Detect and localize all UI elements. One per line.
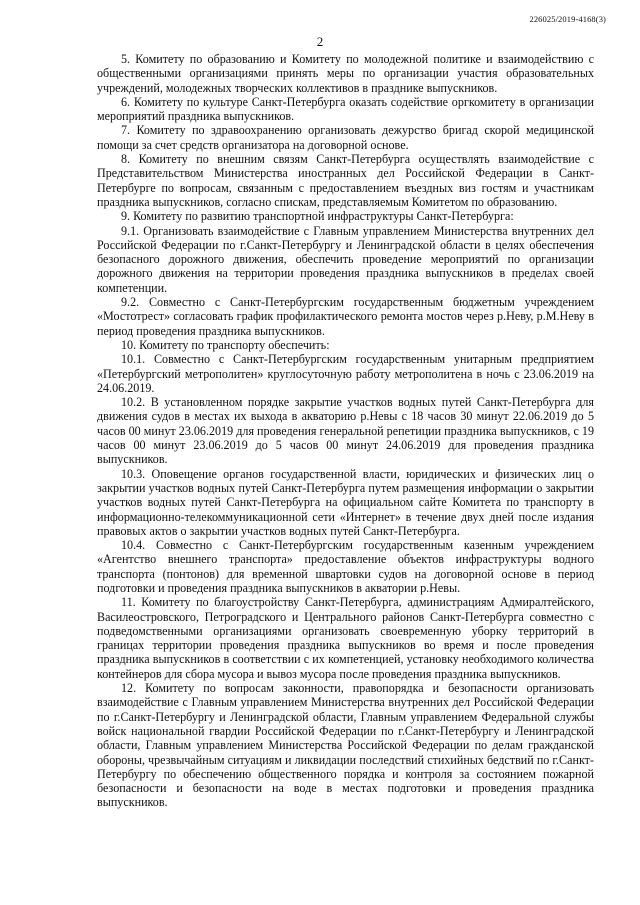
paragraph-8: 8. Комитету по внешним связям Санкт-Петербурга осуществлять взаимодействие с Представительством Министерства иностранных дел Российской Федерации в Санкт-Петербурге по вопросам, связанным с предоставлением въездных виз гостям и участникам праздника выпускников, согласно спискам, представляемым Комитетом по образованию. [97, 152, 594, 209]
document-body [97, 52, 594, 810]
paragraph-10-3: 10.3. Оповещение органов государственной власти, юридических и физических лиц о закрытии участков водных путей Санкт-Петербурга путем размещения информации о закрытии участков водных путей Санкт-Петербурга на официальном сайте Комитета по транспорту в информационно-телекоммуникационной сети «Интернет» в течение двух дней после издания правовых актов о закрытии участков водных путей Санкт-Петербурга. [97, 466, 594, 538]
paragraph-10-2: 10.2. В установленном порядке закрытие участков водных путей Санкт-Петербурга для движения судов в местах их выхода в акваторию р.Невы с 18 часов 30 минут 22.06.2019 до 5 часов 00 минут 23.06.2019 для проведения генеральной репетиции праздника выпускников, с 19 часов 00 минут 23.06.2019 до 5 часов 00 минут 24.06.2019 для проведения праздника выпускников. [97, 395, 594, 467]
paragraph-12: 12. Комитету по вопросам законности, правопорядка и безопасности организовать взаимодействие с Главным управлением Министерства внутренних дел Российской Федерации по г.Санкт-Петербургу и Ленинградской области, Главным управлением Федеральной службы войск национальной гвардии Российской Федерации по г.Санкт-Петербургу и Ленинградской области, Главным управлением Министерства Российской Федерации по делам гражданской обороны, чрезвычайным ситуациям и ликвидации последствий стихийных бедствий по г.Санкт-Петербургу по обеспечению общественного порядка и контроля за состоянием пожарной безопасности и безопасности на воде в местах подготовки и проведения праздника выпускников. [97, 681, 594, 810]
paragraph-10-1: 10.1. Совместно с Санкт-Петербургским государственным унитарным предприятием «Петербургский метрополитен» круглосуточную работу метрополитена в ночь с 23.06.2019 на 24.06.2019. [97, 352, 594, 395]
paragraph-9-1: 9.1. Организовать взаимодействие с Главным управлением Министерства внутренних дел Российской Федерации по г.Санкт-Петербургу и Ленинградской области в целях обеспечения безопасного дорожного движения, обеспечить проведение мероприятий по организации дорожного движения на территории проведения праздника выпускников в пределах своей компетенции. [97, 223, 594, 295]
paragraph-9: 9. Комитету по развитию транспортной инфраструктуры Санкт-Петербурга: [121, 209, 514, 224]
paragraph-5: 5. Комитету по образованию и Комитету по молодежной политике и взаимодействию с общественными организациями принять меры по организации участия образовательных учреждений, молодежных творческих коллективов в празднике выпускников. [97, 52, 594, 95]
paragraph-6: 6. Комитету по культуре Санкт-Петербурга оказать содействие оргкомитету в организации мероприятий праздника выпускников. [97, 94, 594, 124]
paragraph-10: 10. Комитету по транспорту обеспечить: [121, 337, 330, 352]
paragraph-10-4: 10.4. Совместно с Санкт-Петербургским государственным казенным учреждением «Агентство внешнего транспорта» предоставление объектов инфраструктуры водного транспорта (понтонов) для временной швартовки судов на договорной основе в период подготовки и проведения праздника выпускников в акватории р.Невы. [97, 538, 594, 595]
document-id: 226025/2019-4168(3) [529, 14, 606, 24]
page-number: 2 [316, 34, 324, 49]
paragraph-7: 7. Комитету по здравоохранению организовать дежурство бригад скорой медицинской помощи за счет средств организатора на договорной основе. [97, 123, 594, 152]
paragraph-9-2: 9.2. Совместно с Санкт-Петербургским государственным бюджетным учреждением «Мостотрест» согласовать график профилактического ремонта мостов через р.Неву, р.М.Неву в период проведения праздника выпускников. [97, 295, 594, 338]
paragraph-11: 11. Комитету по благоустройству Санкт-Петербурга, администрациям Адмиралтейского, Василеостровского, Петроградского и Центрального районов Санкт-Петербурга совместно с подведомственными организациями организовать своевременную уборку территорий в границах территории проведения праздника выпускников во время и после проведения праздника выпускников в соответствии с их компетенцией, установку необходимого количества контейнеров для сбора мусора и вывоз мусора после проведения праздника выпускников. [97, 595, 594, 681]
